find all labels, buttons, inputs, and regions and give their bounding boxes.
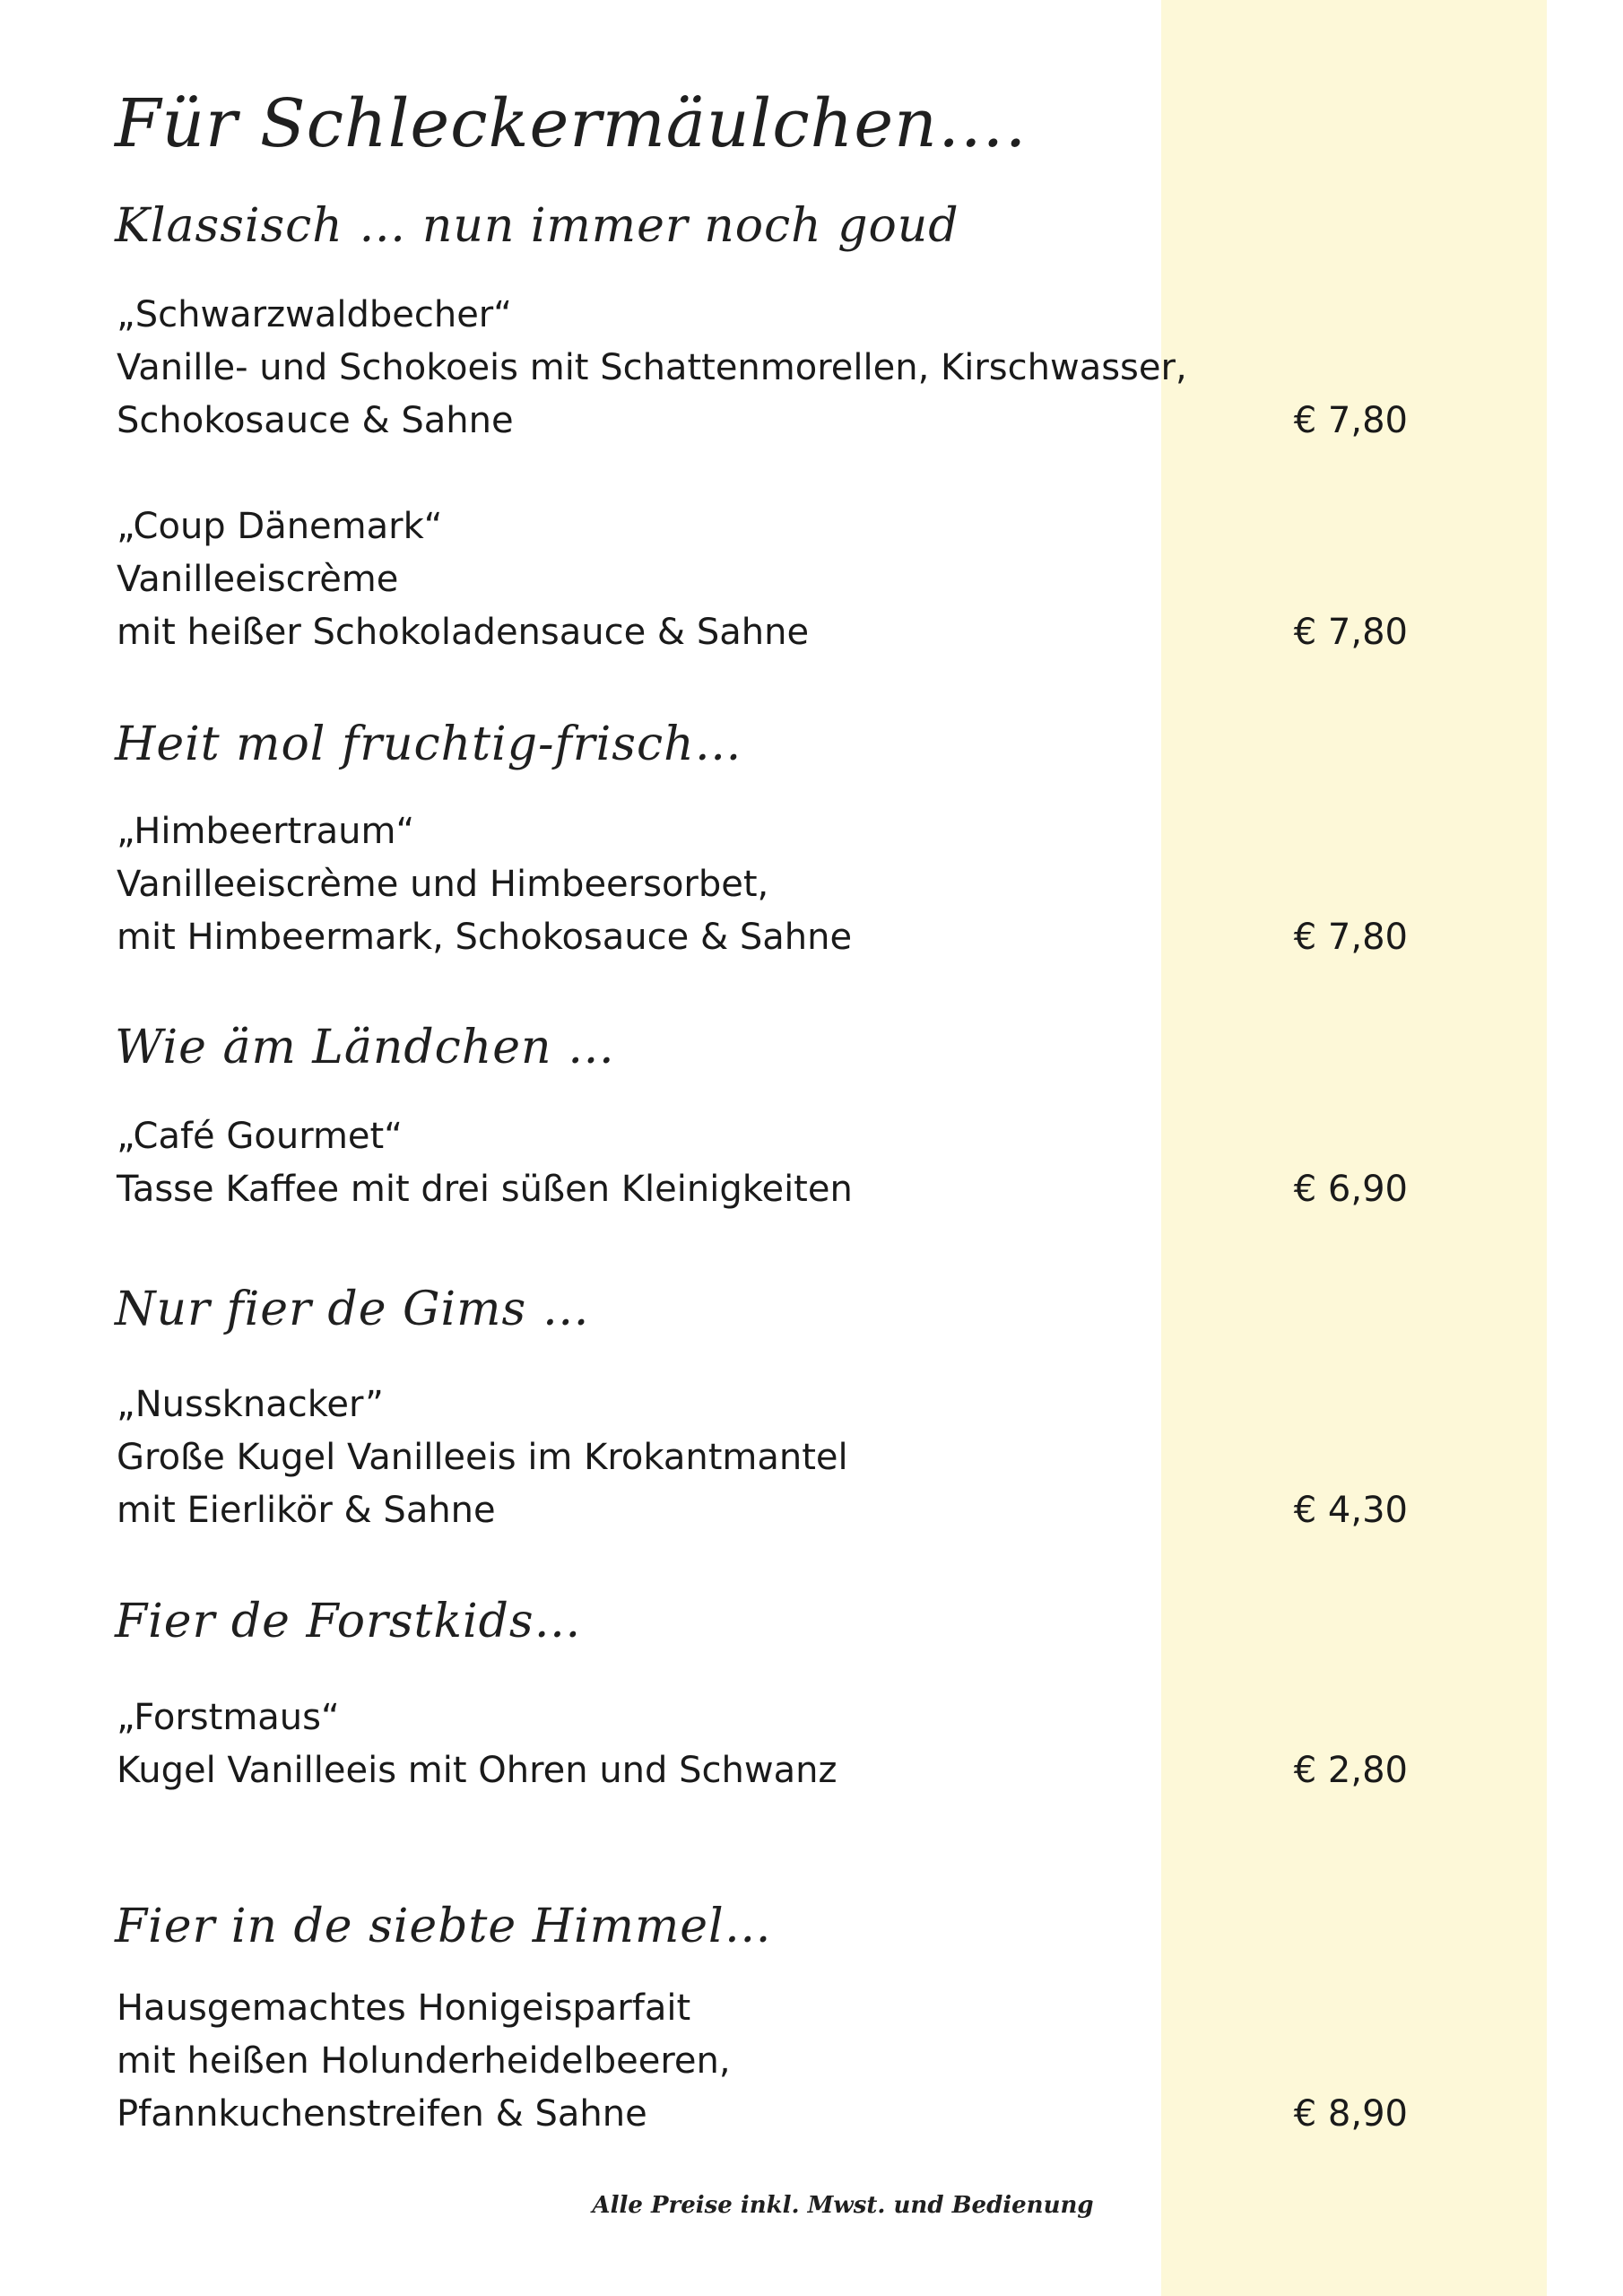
item-name: „Himbeertraum“ bbox=[117, 811, 415, 852]
item-description: Pfannkuchenstreifen & Sahne bbox=[117, 2093, 647, 2135]
item-price: € 2,80 bbox=[1293, 1750, 1408, 1791]
item-description: Große Kugel Vanilleeis im Krokantmantel bbox=[117, 1437, 848, 1478]
item-price: € 7,80 bbox=[1293, 612, 1408, 653]
section-heading-laendchen: Wie äm Ländchen … bbox=[115, 1021, 616, 1074]
item-price: € 6,90 bbox=[1293, 1169, 1408, 1210]
item-name: „Schwarzwaldbecher“ bbox=[117, 294, 512, 335]
page-title: Für Schleckermäulchen…. bbox=[115, 85, 1028, 162]
menu-item-coup-daenemark bbox=[117, 500, 1533, 659]
item-name: „Coup Dänemark“ bbox=[117, 506, 443, 547]
item-name: „Café Gourmet“ bbox=[117, 1116, 403, 1157]
item-price: € 7,80 bbox=[1293, 917, 1408, 958]
menu-item-forstmaus bbox=[117, 1692, 1533, 1797]
menu-item-nussknacker bbox=[117, 1378, 1533, 1537]
item-description: Schokosauce & Sahne bbox=[117, 400, 514, 441]
section-heading-gims: Nur fier de Gims … bbox=[115, 1283, 590, 1336]
item-price: € 8,90 bbox=[1293, 2093, 1408, 2135]
item-description: Vanilleeiscrème und Himbeersorbet, bbox=[117, 864, 769, 905]
item-description: mit Eierlikör & Sahne bbox=[117, 1490, 496, 1531]
item-description: Tasse Kaffee mit drei süßen Kleinigkeiten bbox=[117, 1169, 853, 1210]
item-description: Kugel Vanilleeis mit Ohren und Schwanz bbox=[117, 1750, 838, 1791]
item-description: Vanilleeiscrème bbox=[117, 559, 399, 600]
item-name: „Nussknacker” bbox=[117, 1384, 384, 1425]
item-price: € 7,80 bbox=[1293, 400, 1408, 441]
right-margin bbox=[1547, 0, 1623, 2296]
item-description: Vanille- und Schokoeis mit Schattenmorellen, Kirschwasser, bbox=[117, 347, 1187, 388]
item-name: „Forstmaus“ bbox=[117, 1697, 340, 1738]
menu-item-honigeisparfait bbox=[117, 1982, 1533, 2141]
section-heading-siebte-himmel: Fier in de siebte Himmel… bbox=[115, 1900, 772, 1953]
menu-item-cafe-gourmet bbox=[117, 1110, 1533, 1216]
item-description: mit Himbeermark, Schokosauce & Sahne bbox=[117, 917, 853, 958]
item-price: € 4,30 bbox=[1293, 1490, 1408, 1531]
section-heading-forstkids: Fier de Forstkids… bbox=[115, 1595, 582, 1648]
item-description: mit heißen Holunderheidelbeeren, bbox=[117, 2040, 731, 2082]
section-heading-klassisch: Klassisch … nun immer noch goud bbox=[115, 199, 959, 253]
section-heading-fruchtig: Heit mol fruchtig-frisch… bbox=[115, 718, 742, 771]
price-footnote: Alle Preise inkl. Mwst. und Bedienung bbox=[592, 2192, 1094, 2219]
item-description: Hausgemachtes Honigeisparfait bbox=[117, 1987, 691, 2029]
item-description: mit heißer Schokoladensauce & Sahne bbox=[117, 612, 810, 653]
menu-item-schwarzwaldbecher bbox=[117, 289, 1533, 448]
menu-item-himbeertraum bbox=[117, 805, 1533, 964]
